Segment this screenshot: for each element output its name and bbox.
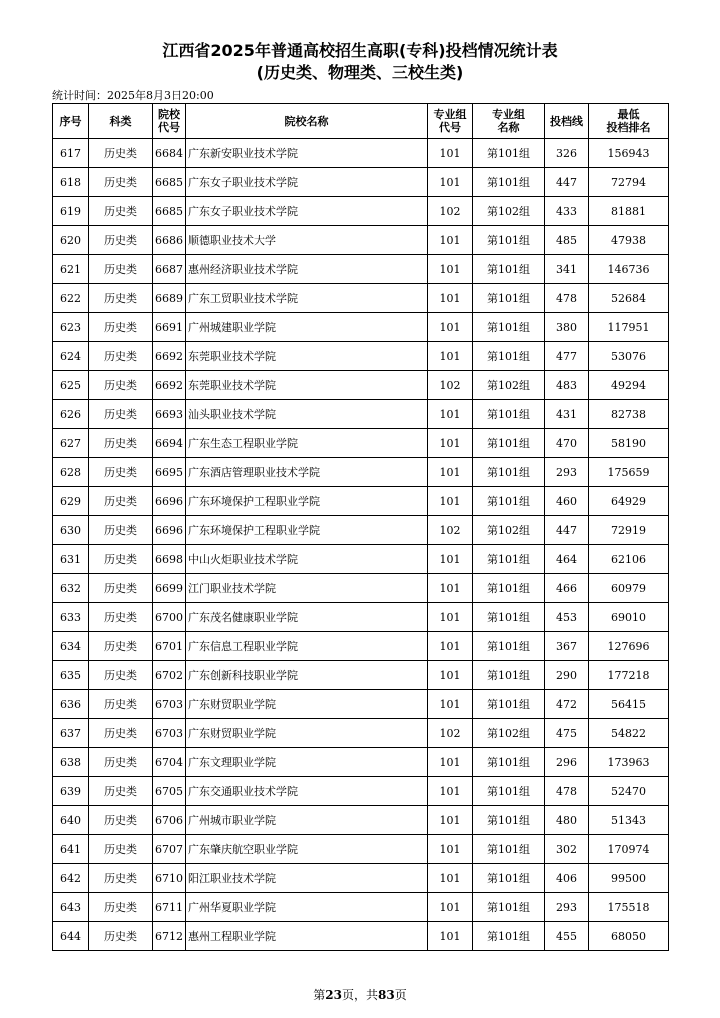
cell-group-code: 102 [428, 516, 473, 545]
cell-school-code: 6692 [153, 371, 186, 400]
cell-rank: 99500 [589, 864, 669, 893]
admission-table [52, 103, 669, 951]
header-score: 投档线 [545, 104, 589, 139]
cell-seq: 641 [53, 835, 89, 864]
current-page-number: 23 [325, 988, 342, 1002]
cell-rank: 72794 [589, 168, 669, 197]
cell-seq: 617 [53, 139, 89, 168]
cell-group-name: 第101组 [473, 429, 545, 458]
cell-category: 历史类 [89, 864, 153, 893]
cell-rank: 146736 [589, 255, 669, 284]
cell-group-code: 101 [428, 255, 473, 284]
table-row [53, 458, 669, 487]
cell-group-name: 第101组 [473, 806, 545, 835]
cell-seq: 619 [53, 197, 89, 226]
cell-school-name: 广东酒店管理职业技术学院 [186, 458, 428, 487]
cell-group-name: 第101组 [473, 690, 545, 719]
table-row [53, 777, 669, 806]
cell-school-code: 6687 [153, 255, 186, 284]
cell-category: 历史类 [89, 255, 153, 284]
cell-category: 历史类 [89, 197, 153, 226]
cell-seq: 620 [53, 226, 89, 255]
cell-group-code: 101 [428, 284, 473, 313]
table-row [53, 603, 669, 632]
cell-category: 历史类 [89, 458, 153, 487]
cell-school-name: 广东女子职业技术学院 [186, 197, 428, 226]
cell-group-name: 第101组 [473, 487, 545, 516]
table-row [53, 719, 669, 748]
statistics-time: 统计时间：2025年8月3日20:00 [52, 89, 214, 102]
cell-score: 460 [545, 487, 589, 516]
cell-group-name: 第101组 [473, 922, 545, 951]
cell-group-name: 第101组 [473, 226, 545, 255]
document-subtitle: (历史类、物理类、三校生类) [256, 63, 464, 82]
cell-group-code: 102 [428, 197, 473, 226]
cell-school-name: 广东财贸职业学院 [186, 690, 428, 719]
cell-seq: 634 [53, 632, 89, 661]
cell-seq: 630 [53, 516, 89, 545]
cell-school-code: 6693 [153, 400, 186, 429]
cell-group-code: 101 [428, 487, 473, 516]
cell-group-name: 第101组 [473, 284, 545, 313]
table-row [53, 313, 669, 342]
table-row [53, 226, 669, 255]
cell-category: 历史类 [89, 719, 153, 748]
cell-category: 历史类 [89, 516, 153, 545]
cell-score: 483 [545, 371, 589, 400]
cell-group-code: 101 [428, 835, 473, 864]
cell-score: 406 [545, 864, 589, 893]
cell-group-code: 101 [428, 168, 473, 197]
table-row [53, 893, 669, 922]
cell-group-name: 第101组 [473, 139, 545, 168]
cell-school-name: 广东创新科技职业学院 [186, 661, 428, 690]
cell-group-name: 第101组 [473, 893, 545, 922]
cell-seq: 628 [53, 458, 89, 487]
cell-school-name: 广东交通职业技术学院 [186, 777, 428, 806]
cell-group-name: 第101组 [473, 342, 545, 371]
cell-group-code: 102 [428, 371, 473, 400]
cell-group-code: 101 [428, 864, 473, 893]
cell-group-code: 101 [428, 545, 473, 574]
cell-group-name: 第101组 [473, 400, 545, 429]
cell-school-code: 6695 [153, 458, 186, 487]
cell-seq: 637 [53, 719, 89, 748]
cell-seq: 627 [53, 429, 89, 458]
cell-school-code: 6684 [153, 139, 186, 168]
table-row [53, 748, 669, 777]
cell-school-name: 广东环境保护工程职业学院 [186, 516, 428, 545]
cell-score: 472 [545, 690, 589, 719]
cell-group-name: 第102组 [473, 719, 545, 748]
cell-group-name: 第102组 [473, 371, 545, 400]
cell-rank: 177218 [589, 661, 669, 690]
cell-seq: 636 [53, 690, 89, 719]
cell-group-code: 101 [428, 400, 473, 429]
cell-group-name: 第101组 [473, 661, 545, 690]
cell-school-name: 阳江职业技术学院 [186, 864, 428, 893]
cell-score: 380 [545, 313, 589, 342]
cell-seq: 642 [53, 864, 89, 893]
cell-group-code: 101 [428, 139, 473, 168]
cell-school-code: 6710 [153, 864, 186, 893]
cell-score: 302 [545, 835, 589, 864]
table-row [53, 632, 669, 661]
cell-seq: 626 [53, 400, 89, 429]
cell-category: 历史类 [89, 893, 153, 922]
cell-seq: 623 [53, 313, 89, 342]
cell-category: 历史类 [89, 168, 153, 197]
cell-group-code: 101 [428, 574, 473, 603]
cell-school-code: 6711 [153, 893, 186, 922]
cell-school-name: 惠州工程职业学院 [186, 922, 428, 951]
cell-rank: 72919 [589, 516, 669, 545]
cell-school-code: 6689 [153, 284, 186, 313]
table-row [53, 197, 669, 226]
cell-school-code: 6704 [153, 748, 186, 777]
cell-score: 367 [545, 632, 589, 661]
cell-score: 433 [545, 197, 589, 226]
cell-category: 历史类 [89, 226, 153, 255]
cell-group-code: 101 [428, 777, 473, 806]
cell-school-code: 6686 [153, 226, 186, 255]
cell-score: 431 [545, 400, 589, 429]
cell-school-code: 6707 [153, 835, 186, 864]
cell-group-name: 第101组 [473, 574, 545, 603]
cell-group-code: 101 [428, 313, 473, 342]
table-row [53, 168, 669, 197]
cell-group-name: 第102组 [473, 197, 545, 226]
header-group-name: 专业组 名称 [473, 104, 545, 139]
table-row [53, 429, 669, 458]
cell-school-code: 6703 [153, 690, 186, 719]
cell-rank: 54822 [589, 719, 669, 748]
cell-rank: 127696 [589, 632, 669, 661]
cell-score: 326 [545, 139, 589, 168]
cell-score: 478 [545, 777, 589, 806]
cell-group-name: 第101组 [473, 748, 545, 777]
cell-score: 290 [545, 661, 589, 690]
cell-score: 341 [545, 255, 589, 284]
cell-school-name: 江门职业技术学院 [186, 574, 428, 603]
cell-category: 历史类 [89, 632, 153, 661]
cell-school-name: 广东信息工程职业学院 [186, 632, 428, 661]
cell-category: 历史类 [89, 139, 153, 168]
cell-seq: 638 [53, 748, 89, 777]
cell-score: 485 [545, 226, 589, 255]
cell-school-code: 6698 [153, 545, 186, 574]
cell-school-name: 广州城建职业学院 [186, 313, 428, 342]
cell-group-code: 101 [428, 922, 473, 951]
cell-school-code: 6702 [153, 661, 186, 690]
cell-school-name: 东莞职业技术学院 [186, 371, 428, 400]
cell-school-code: 6699 [153, 574, 186, 603]
header-school-name: 院校名称 [186, 104, 428, 139]
cell-school-code: 6701 [153, 632, 186, 661]
table-header-row [53, 104, 669, 139]
cell-seq: 639 [53, 777, 89, 806]
table-row [53, 255, 669, 284]
cell-school-code: 6706 [153, 806, 186, 835]
cell-seq: 624 [53, 342, 89, 371]
cell-score: 464 [545, 545, 589, 574]
total-page-number: 83 [378, 988, 395, 1002]
cell-group-name: 第101组 [473, 313, 545, 342]
cell-school-name: 顺德职业技术大学 [186, 226, 428, 255]
cell-rank: 175518 [589, 893, 669, 922]
table-row [53, 516, 669, 545]
cell-rank: 173963 [589, 748, 669, 777]
cell-seq: 633 [53, 603, 89, 632]
cell-rank: 156943 [589, 139, 669, 168]
table-row [53, 400, 669, 429]
header-group-code: 专业组 代号 [428, 104, 473, 139]
cell-score: 466 [545, 574, 589, 603]
cell-school-code: 6685 [153, 197, 186, 226]
cell-category: 历史类 [89, 574, 153, 603]
cell-school-name: 广东财贸职业学院 [186, 719, 428, 748]
cell-group-code: 101 [428, 661, 473, 690]
cell-score: 475 [545, 719, 589, 748]
cell-rank: 53076 [589, 342, 669, 371]
cell-category: 历史类 [89, 487, 153, 516]
cell-group-code: 101 [428, 632, 473, 661]
cell-seq: 644 [53, 922, 89, 951]
table-row [53, 574, 669, 603]
cell-score: 447 [545, 516, 589, 545]
cell-school-name: 中山火炬职业技术学院 [186, 545, 428, 574]
cell-school-code: 6712 [153, 922, 186, 951]
cell-score: 447 [545, 168, 589, 197]
cell-rank: 64929 [589, 487, 669, 516]
table-row [53, 139, 669, 168]
cell-rank: 170974 [589, 835, 669, 864]
table-row [53, 487, 669, 516]
cell-group-code: 102 [428, 719, 473, 748]
cell-category: 历史类 [89, 429, 153, 458]
cell-score: 478 [545, 284, 589, 313]
cell-school-name: 广东肇庆航空职业学院 [186, 835, 428, 864]
cell-group-name: 第101组 [473, 835, 545, 864]
cell-category: 历史类 [89, 284, 153, 313]
cell-rank: 51343 [589, 806, 669, 835]
cell-category: 历史类 [89, 661, 153, 690]
cell-category: 历史类 [89, 806, 153, 835]
cell-seq: 643 [53, 893, 89, 922]
cell-school-name: 广东女子职业技术学院 [186, 168, 428, 197]
cell-school-name: 广东工贸职业技术学院 [186, 284, 428, 313]
cell-school-code: 6685 [153, 168, 186, 197]
cell-category: 历史类 [89, 603, 153, 632]
cell-category: 历史类 [89, 400, 153, 429]
cell-seq: 625 [53, 371, 89, 400]
cell-seq: 631 [53, 545, 89, 574]
table-row [53, 806, 669, 835]
cell-school-name: 东莞职业技术学院 [186, 342, 428, 371]
cell-group-name: 第101组 [473, 864, 545, 893]
cell-group-name: 第101组 [473, 603, 545, 632]
cell-school-name: 广州城市职业学院 [186, 806, 428, 835]
cell-score: 293 [545, 458, 589, 487]
table-row [53, 371, 669, 400]
cell-score: 455 [545, 922, 589, 951]
document-title: 江西省2025年普通高校招生高职(专科)投档情况统计表 [162, 41, 558, 60]
cell-rank: 56415 [589, 690, 669, 719]
cell-score: 477 [545, 342, 589, 371]
cell-score: 480 [545, 806, 589, 835]
header-rank: 最低 投档排名 [589, 104, 669, 139]
cell-school-name: 广东新安职业技术学院 [186, 139, 428, 168]
cell-score: 453 [545, 603, 589, 632]
table-row [53, 864, 669, 893]
table-row [53, 661, 669, 690]
cell-group-code: 101 [428, 893, 473, 922]
table-row [53, 690, 669, 719]
cell-group-name: 第101组 [473, 632, 545, 661]
cell-seq: 629 [53, 487, 89, 516]
cell-rank: 60979 [589, 574, 669, 603]
cell-rank: 62106 [589, 545, 669, 574]
cell-rank: 69010 [589, 603, 669, 632]
cell-school-name: 汕头职业技术学院 [186, 400, 428, 429]
cell-category: 历史类 [89, 777, 153, 806]
cell-group-name: 第102组 [473, 516, 545, 545]
cell-score: 470 [545, 429, 589, 458]
cell-school-code: 6692 [153, 342, 186, 371]
cell-rank: 52684 [589, 284, 669, 313]
cell-group-code: 101 [428, 342, 473, 371]
cell-rank: 68050 [589, 922, 669, 951]
cell-rank: 117951 [589, 313, 669, 342]
cell-seq: 640 [53, 806, 89, 835]
cell-score: 293 [545, 893, 589, 922]
cell-rank: 47938 [589, 226, 669, 255]
header-category: 科类 [89, 104, 153, 139]
cell-rank: 58190 [589, 429, 669, 458]
header-seq: 序号 [53, 104, 89, 139]
cell-category: 历史类 [89, 545, 153, 574]
cell-seq: 632 [53, 574, 89, 603]
cell-category: 历史类 [89, 313, 153, 342]
table-row [53, 284, 669, 313]
cell-rank: 82738 [589, 400, 669, 429]
cell-score: 296 [545, 748, 589, 777]
cell-group-code: 101 [428, 806, 473, 835]
cell-school-code: 6691 [153, 313, 186, 342]
cell-category: 历史类 [89, 748, 153, 777]
cell-group-code: 101 [428, 690, 473, 719]
cell-group-code: 101 [428, 429, 473, 458]
cell-school-code: 6705 [153, 777, 186, 806]
cell-rank: 49294 [589, 371, 669, 400]
cell-category: 历史类 [89, 835, 153, 864]
cell-group-name: 第101组 [473, 777, 545, 806]
table-row [53, 835, 669, 864]
cell-seq: 622 [53, 284, 89, 313]
cell-group-code: 101 [428, 226, 473, 255]
cell-school-name: 广东环境保护工程职业学院 [186, 487, 428, 516]
cell-school-name: 广东茂名健康职业学院 [186, 603, 428, 632]
cell-rank: 52470 [589, 777, 669, 806]
cell-group-code: 101 [428, 748, 473, 777]
cell-category: 历史类 [89, 922, 153, 951]
cell-school-code: 6696 [153, 487, 186, 516]
cell-category: 历史类 [89, 371, 153, 400]
table-row [53, 545, 669, 574]
cell-school-name: 广州华夏职业学院 [186, 893, 428, 922]
cell-seq: 621 [53, 255, 89, 284]
cell-school-name: 惠州经济职业技术学院 [186, 255, 428, 284]
cell-group-name: 第101组 [473, 255, 545, 284]
cell-school-name: 广东生态工程职业学院 [186, 429, 428, 458]
cell-group-name: 第101组 [473, 458, 545, 487]
cell-category: 历史类 [89, 690, 153, 719]
table-row [53, 922, 669, 951]
cell-rank: 175659 [589, 458, 669, 487]
cell-rank: 81881 [589, 197, 669, 226]
cell-group-code: 101 [428, 458, 473, 487]
cell-school-code: 6696 [153, 516, 186, 545]
cell-group-name: 第101组 [473, 168, 545, 197]
cell-school-code: 6694 [153, 429, 186, 458]
cell-category: 历史类 [89, 342, 153, 371]
table-row [53, 342, 669, 371]
page-footer: 第23页，共83页 [313, 988, 407, 1002]
cell-seq: 635 [53, 661, 89, 690]
cell-group-code: 101 [428, 603, 473, 632]
header-school-code: 院校 代号 [153, 104, 186, 139]
cell-school-code: 6703 [153, 719, 186, 748]
cell-seq: 618 [53, 168, 89, 197]
cell-school-code: 6700 [153, 603, 186, 632]
cell-school-name: 广东文理职业学院 [186, 748, 428, 777]
cell-group-name: 第101组 [473, 545, 545, 574]
